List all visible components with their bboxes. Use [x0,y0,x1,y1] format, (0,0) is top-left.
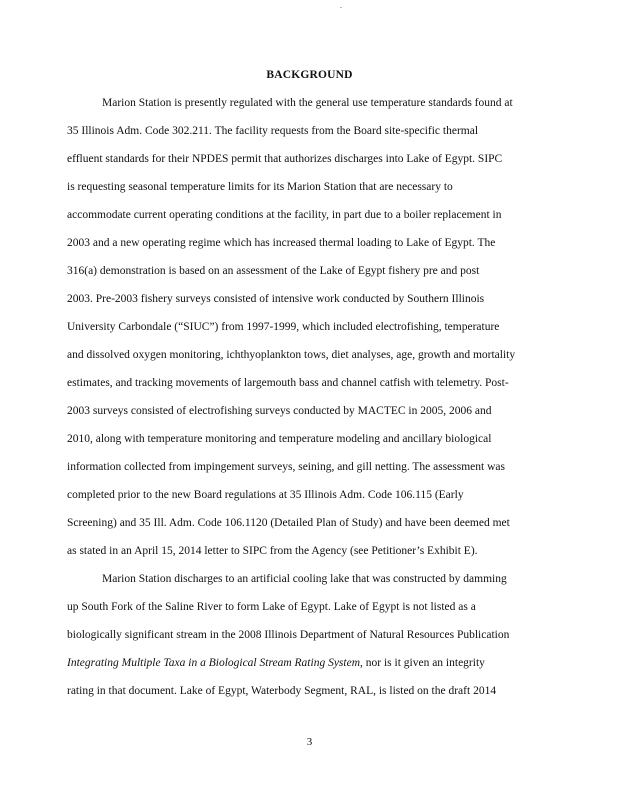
paragraph-2-line-1: Marion Station discharges to an artificial cooling lake that was constructed by damming [102,573,507,585]
paragraph-2-line-2: up South Fork of the Saline River to form Lake of Egypt. Lake of Egypt is not listed as a [67,601,476,613]
paragraph-2-line-4 [67,656,485,670]
paragraph-1-line-12: 2003 surveys consisted of electrofishing surveys conducted by MACTEC in 2005, 2006 and [67,405,492,417]
paragraph-1-line-14: information collected from impingement surveys, seining, and gill netting. The assessment was [67,461,505,473]
paragraph-1-line-8: 2003. Pre-2003 fishery surveys consisted of intensive work conducted by Southern Illinois [67,293,485,305]
paragraph-1-line-16: Screening) and 35 Ill. Adm. Code 106.1120 (Detailed Plan of Study) and have been deemed met [67,517,510,529]
paragraph-1-line-2: 35 Illinois Adm. Code 302.211. The facility requests from the Board site-specific thermal [67,125,479,137]
page-number: 3 [306,736,313,748]
paragraph-1-line-11: estimates, and tracking movements of largemouth bass and channel catfish with telemetry. Post- [67,377,509,389]
publication-title: Integrating Multiple Taxa in a Biological Stream Rating System [67,657,361,669]
paragraph-1-line-5: accommodate current operating conditions at the facility, in part due to a boiler replacement in [67,209,502,221]
paragraph-1-line-3: effluent standards for their NPDES permit that authorizes discharges into Lake of Egypt. SIPC [67,153,503,165]
paragraph-2-line-5: rating in that document. Lake of Egypt, Waterbody Segment, RAL, is listed on the draft 2014 [67,685,497,697]
paragraph-1-line-10: and dissolved oxygen monitoring, ichthyoplankton tows, diet analyses, age, growth and mortality [67,349,516,361]
paragraph-1-line-9: University Carbondale (“SIUC”) from 1997-1999, which included electrofishing, temperature [67,321,500,333]
section-heading: BACKGROUND [266,69,353,81]
paragraph-1-line-15: completed prior to the new Board regulations at 35 Illinois Adm. Code 106.115 (Early [67,489,464,501]
paragraph-2-line-4-rest: , nor is it given an integrity [360,657,485,669]
paragraph-1-line-4: is requesting seasonal temperature limits for its Marion Station that are necessary to [67,181,453,193]
paragraph-2-line-3: biologically significant stream in the 2008 Illinois Department of Natural Resources Publication [67,629,510,641]
paragraph-1-line-13: 2010, along with temperature monitoring and temperature modeling and ancillary biological [67,433,492,445]
paragraph-1-line-6: 2003 and a new operating regime which has increased thermal loading to Lake of Egypt. The [67,237,496,249]
top-mark: . [340,1,342,10]
paragraph-1-line-1: Marion Station is presently regulated with the general use temperature standards found at [102,97,513,109]
paragraph-1-line-17: as stated in an April 15, 2014 letter to SIPC from the Agency (see Petitioner’s Exhibit E). [67,545,478,557]
paragraph-1-line-7: 316(a) demonstration is based on an assessment of the Lake of Egypt fishery pre and post [67,265,480,277]
